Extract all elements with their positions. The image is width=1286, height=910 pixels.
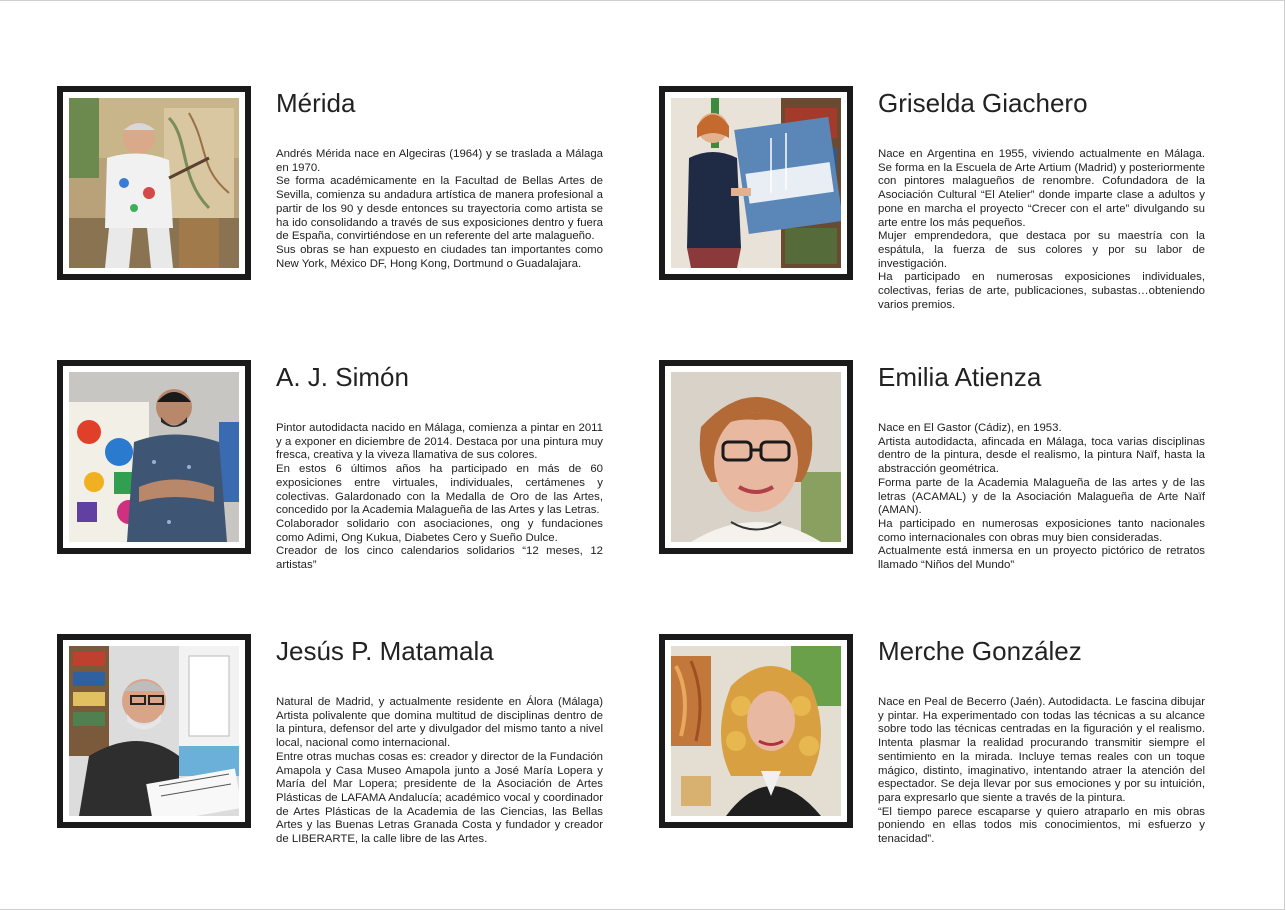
artist-bio (878, 696, 1205, 847)
portrait-frame (57, 86, 251, 280)
portrait-photo-emilia-atienza (671, 372, 841, 542)
bio-paragraph: Mujer emprendedora, que destaca por su maestría con la espátula, la fuerza de sus colores y por su labor de investigación. (878, 230, 1205, 270)
bio-paragraph: Se forma académicamente en la Facultad de Bellas Artes de Sevilla, comienza su andadura artística de manera profesional a partir de los 90 y desde entonces su trayectoria como artista se ha ido consolidando a través de sus exposiciones dentro y fuera de España, convirtiéndose en un referente del arte malagueño. (276, 175, 603, 243)
artist-card-merida (57, 86, 617, 356)
portrait-photo-merida (69, 98, 239, 268)
artist-bio (276, 422, 603, 573)
bio-paragraph: Forma parte de la Academia Malagueña de las artes y de las letras (ACAMAL) y de la Asociación Malagueña de Arte Naïf (AMAN). (878, 476, 1205, 517)
artist-name: Griselda Giachero (878, 88, 1088, 118)
artist-card-griselda-giachero (659, 86, 1219, 356)
bio-paragraph: Entre otras muchas cosas es: creador y director de la Fundación Amapola y Casa Museo Amapola junto a José María Lopera y María del Mar Lopera; presidente de la Asociación de Artes Plásticas de LAFAMA Andalucía; académico vocal y coordinador de Artes Plásticas de la Academia de las Ciencias, las Bellas Artes y las Buenas Letras Granada Costa y fundador y creador de LIBERARTE, la calle libre de las Artes. (276, 750, 603, 846)
bio-paragraph: Artista autodidacta, afincada en Málaga, toca varias disciplinas dentro de la pintura, desde el realismo, la pintura Naïf, hasta la abstracción geométrica. (878, 435, 1205, 476)
bio-paragraph: Andrés Mérida nace en Algeciras (1964) y se traslada a Málaga en 1970. (276, 148, 603, 174)
artist-name: Emilia Atienza (878, 362, 1042, 392)
artist-bio (878, 148, 1205, 312)
portrait-photo-jesus-p-matamala (69, 646, 239, 816)
portrait-frame (659, 360, 853, 554)
artist-card-jesus-p-matamala (57, 634, 617, 904)
portrait-frame (659, 634, 853, 828)
artist-card-merche-gonzalez (659, 634, 1219, 904)
artist-name: Mérida (276, 88, 356, 118)
artist-name: Jesús P. Matamala (276, 636, 494, 666)
artist-bio (878, 422, 1205, 573)
portrait-photo-aj-simon (69, 372, 239, 542)
artist-name: Merche González (878, 636, 1082, 666)
bio-paragraph: Nace en Peal de Becerro (Jaén). Autodidacta. Le fascina dibujar y pintar. Ha experimentado con todas las técnicas a su alcance sobre todo las técnicas centradas en la figuración y el realismo. Intenta plasmar la realidad procurando transmitir siempre el sentimiento en la mirada. Incluye temas reales con un toque mágico, distinto, imaginativo, intentando atraer la atención del espectador. Se deja llevar por sus emociones y por su intuición, para expresarlo que siente a través de la pintura. (878, 696, 1205, 804)
portrait-photo-merche-gonzalez (671, 646, 841, 816)
artist-bio (276, 696, 603, 847)
artist-card-aj-simon (57, 360, 617, 630)
bio-paragraph: Colaborador solidario con asociaciones, ong y fundaciones como Adimi, Ong Kukua, Diabetes Cero y Sueño Dulce. (276, 517, 603, 544)
bio-paragraph: “El tiempo parece escaparse y quiero atraparlo en mis obras poniendo en ellas todos mis conocimientos, mi esfuerzo y tenacidad”. (878, 805, 1205, 846)
bio-paragraph: Ha participado en numerosas exposiciones individuales, colectivas, ferias de arte, publicaciones, subastas…obteniendo varios premios. (878, 271, 1205, 311)
bio-paragraph: Nace en Argentina en 1955, viviendo actualmente en Málaga. Se forma en la Escuela de Arte Artium (Madrid) y posteriormente con pintores malagueños de renombre. Cofundadora de la Asociación Cultural “El Atelier” donde imparte clase a adultos y pone en marcha el proyecto “Crecer con el arte” divulgando su arte entre los más pequeños. (878, 148, 1205, 229)
bio-paragraph: Nace en El Gastor (Cádiz), en 1953. (878, 422, 1062, 434)
bio-paragraph: Sus obras se han expuesto en ciudades tan importantes como New York, México DF, Hong Kong, Dortmund o Guadalajara. (276, 243, 603, 270)
portrait-photo-griselda-giachero (671, 98, 841, 268)
portrait-frame (57, 360, 251, 554)
artist-card-emilia-atienza (659, 360, 1219, 630)
bio-paragraph: Ha participado en numerosas exposiciones tanto nacionales como internacionales con obras muy bien consideradas. (878, 517, 1205, 544)
artist-name: A. J. Simón (276, 362, 409, 392)
bio-paragraph: En estos 6 últimos años ha participado en más de 60 exposiciones entre virtuales, individuales, certámenes y colectivas. Galardonado con la Medalla de Oro de las Artes, concedido por la Academia Malagueña de las Artes y las Letras. (276, 463, 603, 517)
portrait-frame (659, 86, 853, 280)
artist-bio (276, 148, 603, 271)
portrait-frame (57, 634, 251, 828)
bio-paragraph: Pintor autodidacta nacido en Málaga, comienza a pintar en 2011 y a exponer en diciembre de 2014. Destaca por una pintura muy fresca, creativa y la viveza llamativa de sus colores. (276, 422, 603, 462)
bio-paragraph: Actualmente está inmersa en un proyecto pictórico de retratos llamado “Niños del Mundo” (878, 545, 1205, 572)
bio-paragraph: Natural de Madrid, y actualmente residente en Álora (Málaga) Artista polivalente que domina multitud de disciplinas dentro de la pintura, defensor del arte y divulgador del mismo tanto a nivel local, nacional como internacional. (276, 696, 603, 750)
bio-paragraph: Creador de los cinco calendarios solidarios “12 meses, 12 artistas” (276, 545, 603, 572)
